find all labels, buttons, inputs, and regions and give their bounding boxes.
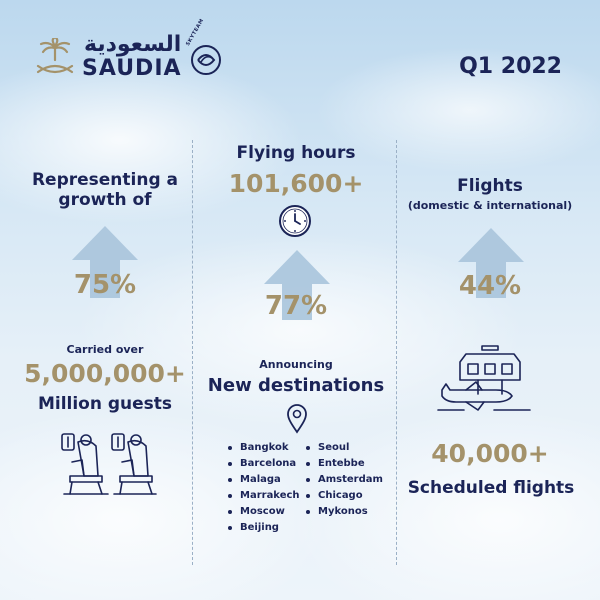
airport-tower-plane-icon [436,344,532,416]
list-item: Entebbe [304,456,383,472]
list-item: Bangkok [226,440,300,456]
brand-alliance-label: SKYTEAM [185,17,206,47]
flights-subheading: (domestic & international) [407,199,573,212]
guests-value: 5,000,000+ [24,359,186,388]
growth-heading-line2: growth of [58,190,152,210]
palm-swords-emblem-icon [34,38,76,78]
list-item: Beijing [226,520,300,536]
flying-hours-heading: Flying hours [236,143,356,163]
destinations-heading: New destinations [207,375,385,396]
list-item: Amsterdam [304,472,383,488]
period-label: Q1 2022 [459,54,562,79]
brand-arabic-name: السعودية [84,32,182,57]
destinations-list-left [226,440,300,536]
scheduled-flights-label: Scheduled flights [407,478,575,498]
list-item: Mykonos [304,504,383,520]
scheduled-flights-value: 40,000+ [431,439,549,468]
list-item: Seoul [304,440,383,456]
growth-heading-line1: Representing a [31,170,179,190]
flying-hours-value: 101,600+ [228,169,364,198]
skyteam-swirl-icon [190,44,222,76]
guests-prefix: Carried over [66,343,144,356]
guests-label: Million guests [37,394,173,414]
list-item: Chicago [304,488,383,504]
destinations-list-right [304,440,383,520]
saudia-logo [34,17,224,82]
growth-value: 75% [73,270,137,300]
brand-english-name: SAUDIA [82,56,182,81]
list-item: Marrakech [226,488,300,504]
list-item: Moscow [226,504,300,520]
flights-heading: Flights [457,176,523,196]
list-item: Malaga [226,472,300,488]
clock-icon [278,204,312,238]
flying-hours-growth-value: 77% [264,291,328,321]
location-pin-icon [286,404,308,434]
destinations-prefix: Announcing [259,358,333,371]
flights-value: 44% [458,271,522,301]
passenger-seats-icon [58,432,158,498]
list-item: Barcelona [226,456,300,472]
